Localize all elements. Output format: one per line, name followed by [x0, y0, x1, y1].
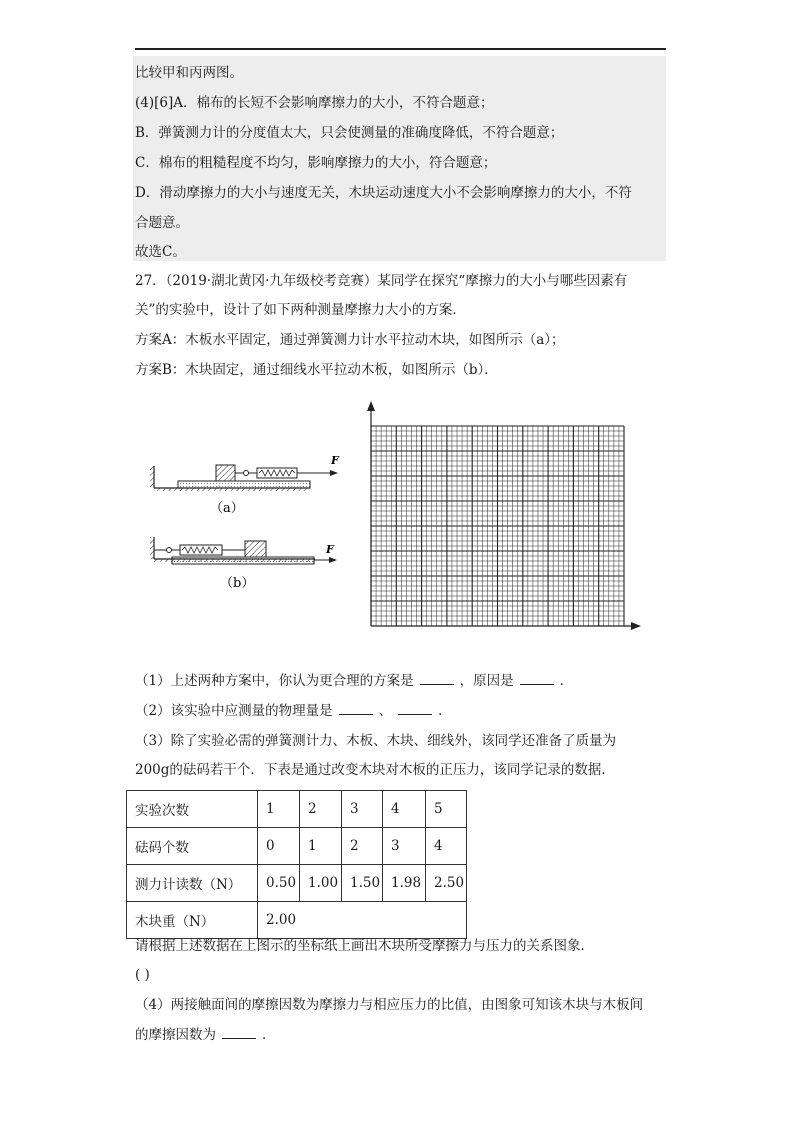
table-cell: 1 [300, 828, 342, 865]
table-row-label: 实验次数 [127, 791, 258, 828]
answer-blank[interactable] [420, 684, 454, 685]
table-cell: 5 [426, 791, 467, 828]
table-cell: 2.50 [426, 865, 467, 902]
part-4-line-2: 的摩擦因数为 ． [135, 1027, 276, 1043]
question-line-2: 关”的实验中，设计了如下两种测量摩擦力大小的方案． [135, 302, 466, 318]
table-cell: 3 [383, 828, 426, 865]
table-cell: 1.98 [383, 865, 426, 902]
table-row [127, 828, 467, 865]
top-rule [135, 48, 666, 50]
coordinate-grid [360, 400, 645, 635]
table-cell: 2.00 [258, 902, 467, 939]
table-row [127, 865, 467, 902]
table-cell: 1.00 [300, 865, 342, 902]
part-3-line-2: 200g的砝码若干个．下表是通过改变木块对木板的正压力，该同学记录的数据． [135, 762, 615, 778]
table-cell: 2 [342, 828, 383, 865]
table-cell: 1.50 [342, 865, 383, 902]
answer-blank[interactable] [520, 684, 554, 685]
data-table [126, 790, 467, 939]
table-cell: 4 [383, 791, 426, 828]
question-line-4: 方案B：木块固定，通过细线水平拉动木板，如图所示（b）． [135, 362, 498, 378]
part-3-line-1: （3）除了实验必需的弹簧测计力、木板、木块、细线外，该同学还准备了质量为 [135, 733, 617, 749]
force-label-a: F [331, 454, 339, 467]
table-cell: 0.50 [258, 865, 300, 902]
plot-instruction: 请根据上述数据在上图示的坐标纸上画出木块所受摩擦力与压力的关系图象． [135, 938, 594, 954]
part-2: （2）该实验中应测量的物理量是 、 ． [135, 703, 452, 719]
answer-line-5: D．滑动摩擦力的大小与速度无关，木块运动速度大小不会影响摩擦力的大小，不符 [135, 185, 632, 201]
table-cell: 3 [342, 791, 383, 828]
caption-b: （b） [220, 576, 255, 591]
answer-blank[interactable] [398, 714, 432, 715]
table-cell: 2 [300, 791, 342, 828]
table-row-label: 测力计读数（N） [127, 865, 258, 902]
table-cell: 4 [426, 828, 467, 865]
force-label-b: F [326, 543, 334, 556]
x-axis-arrow [631, 622, 641, 630]
part-1: （1）上述两种方案中，你认为更合理的方案是 ，原因是 ． [135, 673, 574, 689]
answer-line-2: (4)[6]A．棉布的长短不会影响摩擦力的大小，不符合题意； [135, 95, 494, 111]
answer-line-4: C．棉布的粗糙程度不均匀，影响摩擦力的大小，符合题意； [135, 155, 497, 171]
answer-line-6: 合题意。 [135, 215, 189, 231]
table-row [127, 902, 467, 939]
setup-a [150, 454, 340, 516]
question-line-1: 27．（2019·湖北黄冈·九年级校考竞赛）某同学在探究“摩擦力的大小与哪些因素有 [135, 273, 628, 289]
answer-blank[interactable] [222, 1038, 256, 1039]
question-line-3: 方案A：木板水平固定，通过弹簧测力计水平拉动木块，如图所示（a）； [135, 332, 565, 348]
setup-b [150, 537, 337, 591]
y-axis-arrow [367, 401, 375, 411]
part-4-line-1: （4）两接触面间的摩擦因数为摩擦力与相应压力的比值，由图象可知该木块与木板间 [135, 997, 644, 1013]
answer-parentheses[interactable]: ( ) [135, 967, 150, 983]
table-row-label: 砝码个数 [127, 828, 258, 865]
answer-blank[interactable] [339, 714, 373, 715]
answer-line-7: 故选C。 [135, 244, 186, 260]
apparatus-figure [140, 440, 360, 600]
table-cell: 0 [258, 828, 300, 865]
table-row-label: 木块重（N） [127, 902, 258, 939]
caption-a: （a） [210, 501, 244, 516]
answer-line-3: B．弹簧测力计的分度值太大，只会使测量的准确度降低，不符合题意； [135, 125, 564, 141]
answer-line-1: 比较甲和丙两图。 [135, 65, 243, 81]
table-row [127, 791, 467, 828]
table-cell: 1 [258, 791, 300, 828]
